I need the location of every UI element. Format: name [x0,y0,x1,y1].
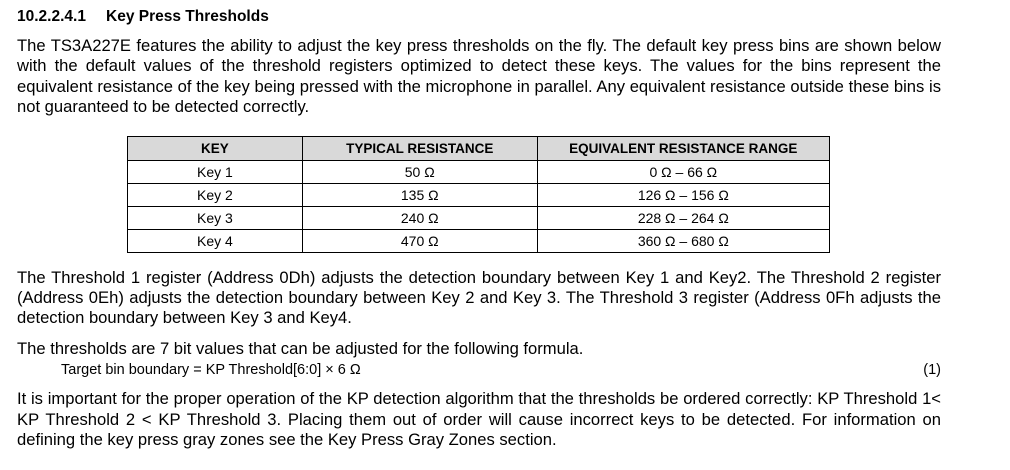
table-row [128,160,830,183]
header-equivalent-resistance-range: EQUIVALENT RESISTANCE RANGE [537,136,829,160]
cell-resistance-range: 0 Ω – 66 Ω [537,160,829,183]
table-row [128,206,830,229]
header-typical-resistance: TYPICAL RESISTANCE [302,136,537,160]
ordering-paragraph: It is important for the proper operation of the KP detection algorithm that the thresholds be ordered correctly: KP Threshold 1< KP Threshold 2 < KP Threshold 3. Placing them out of order will cause incorrect keys to be detected. For information on defining the key press gray zones see the Key Press Gray Zones section. [17,389,941,450]
table-row [128,229,830,252]
formula-intro-paragraph: The thresholds are 7 bit values that can be adjusted for the following formula. [17,338,584,358]
section-title: Key Press Thresholds [106,8,269,25]
intro-paragraph: The TS3A227E features the ability to adjust the key press thresholds on the fly. The default key press bins are shown below with the default values of the threshold registers optimized to detect these keys. The values for the bins represent the equivalent resistance of the key being pressed with the microphone in parallel. Any equivalent resistance outside these bins is not guaranteed to be detected correctly. [17,36,941,117]
cell-typical-resistance: 240 Ω [302,206,537,229]
key-bins-table [127,136,830,253]
cell-key: Key 1 [128,160,303,183]
equation [17,361,941,383]
cell-key: Key 3 [128,206,303,229]
cell-key: Key 2 [128,183,303,206]
equation-expression: Target bin boundary = KP Threshold[6:0] × 6 Ω [61,362,361,379]
registers-paragraph: The Threshold 1 register (Address 0Dh) adjusts the detection boundary between Key 1 and Key2. The Threshold 2 register (Address 0Eh) adjusts the detection boundary between Key 2 and Key 3. The Threshold 3 register (Address 0Fh adjusts the detection boundary between Key 3 and Key4. [17,267,941,328]
table-header-row [128,136,830,160]
cell-key: Key 4 [128,229,303,252]
section-number: 10.2.2.4.1 [17,8,86,25]
section-heading [17,6,941,32]
cell-resistance-range: 360 Ω – 680 Ω [537,229,829,252]
cell-typical-resistance: 50 Ω [302,160,537,183]
table-row [128,183,830,206]
equation-number: (1) [923,362,941,379]
cell-typical-resistance: 135 Ω [302,183,537,206]
cell-typical-resistance: 470 Ω [302,229,537,252]
cell-resistance-range: 126 Ω – 156 Ω [537,183,829,206]
document-page [17,6,941,450]
header-key: KEY [128,136,303,160]
key-bins-table-container [127,136,830,253]
cell-resistance-range: 228 Ω – 264 Ω [537,206,829,229]
